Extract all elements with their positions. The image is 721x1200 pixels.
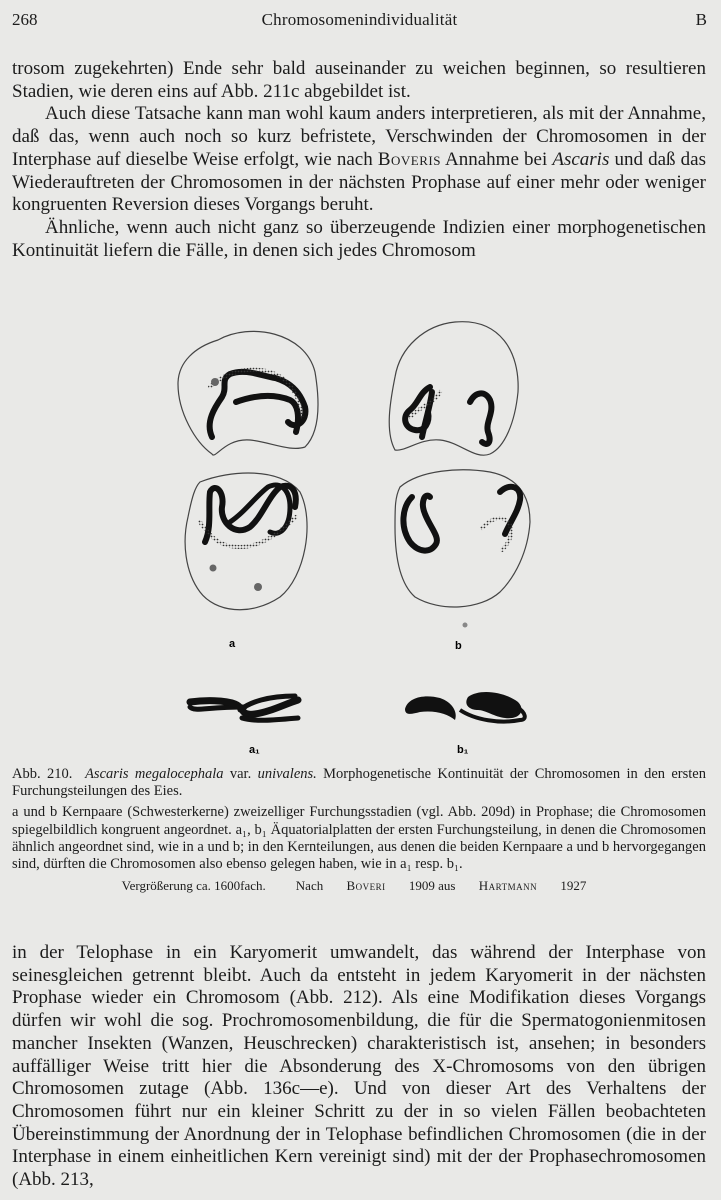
chromosomes-a <box>190 370 305 710</box>
nucleus-outline-b-upper <box>389 322 518 456</box>
variety-name: univalens. <box>257 766 317 782</box>
p2-part-c: und daß das Wiederauftreten der Chromosomen in der nächsten Prophase auf einer mehr oder weniger kongruenten Reversion dieses Vorgangs beruht. <box>12 148 706 216</box>
caption-body: a und b Kernpaare (Schwesterkerne) zweizelliger Furchungsstadien (vgl. Abb. 209d) in Prophase; die Chromosomen spiegelbildlich kongruent angeordnet. a₁, b₁ Äquatorialplatten der ersten Furchungsteilung, in denen die Chromosomen ähnlich angeordnet sind, wie in a und b; in den Kernteilungen, aus denen die beiden Kernpaare a und b hervorgegangen sind, dürften die Chromosomen also ebenso gelegen haben, wie in a₁ resp. b₁. <box>12 804 706 873</box>
centrosome-dots-b <box>463 623 468 628</box>
source-c: 1927 <box>557 878 587 894</box>
caption-title <box>12 766 706 800</box>
figure-caption <box>12 766 706 894</box>
paragraph-1: trosom zugekehrten) Ende sehr bald auseinander zu weichen beginnen, so resultieren Stadien, wie deren eins auf Abb. 211c abgebildet ist. <box>12 58 706 102</box>
chromosomes-b <box>403 387 520 551</box>
top-text-block <box>12 58 706 262</box>
page-number: 268 <box>12 10 38 29</box>
chromosome-illustration <box>0 292 721 762</box>
source-b: 1909 aus <box>405 878 459 894</box>
p2-part-a: Auch diese Tatsache kann man wohl kaum anders interpretieren, als mit der Annahme, daß das, wenn auch noch so kurz befristete, Verschwinden der Chromosomen in der Interphase auf dieselbe Weise erfolgt, wie nach <box>12 103 706 170</box>
magnification: Vergrößerung ca. 1600fach. <box>121 878 266 894</box>
source-boveri: Boveri <box>346 878 386 894</box>
signature-mark: B <box>695 10 707 29</box>
paragraph-2 <box>12 103 706 217</box>
var-text: var. <box>223 766 258 782</box>
paragraph-3: Ähnliche, wenn auch nicht ganz so überzeugende Indizien einer morphogenetischen Kontinuität liefern die Fälle, in denen sich jedes Chromosom <box>12 216 706 261</box>
label-a: a <box>229 638 236 650</box>
cell-outlines <box>178 322 530 610</box>
paragraph-4: in der Telophase in ein Karyomerit umwandelt, das während der Interphase von seinesgleichen getrennt bleibt. Auch da entsteht in jedem Karyomerit in der nächsten Prophase wieder ein Chromosom (Abb. 212). Als eine Modifikation dieses Vorgangs dürfen wir wohl die sog. Prochromosomenbildung, die für die Spermatogonienmitosen mancher Insekten (Wanzen, Heuschrecken) charakteristisch ist, ansehen; in besonders auffälliger Weise tritt hier die Absonderung des X-Chromosoms von den übrigen Chromosomen zutage (Abb. 136c—e). Und von dieser Art des Verhaltens der Chromosomen führt nur ein kleiner Schritt zu der in so vielen Fällen beobachteten Übereinstimmung der Anordnung der in Telophase befindlichen Chromosomen (die in der Interphase in einem einheitlichen Kern vereinigt sind) mit der der Prophasechromosomen (Abb. 213, <box>12 942 706 1191</box>
figure-number: Abb. 210. <box>12 766 73 782</box>
figure-210 <box>0 292 721 762</box>
source-hartmann: Hartmann <box>478 878 538 894</box>
page-header <box>12 10 707 34</box>
source-credit <box>286 878 597 893</box>
label-b1: b₁ <box>457 744 469 756</box>
caption-title-rest: Morphogenetische Kontinuität der Chromosomen in den ersten Furchungsteilungen des Eies. <box>12 766 706 800</box>
source-a: Nach <box>295 878 327 894</box>
running-title: Chromosomenindividualität <box>261 10 458 29</box>
bottom-text-block <box>12 942 706 1192</box>
caption-credit <box>12 877 706 894</box>
genus-ascaris: Ascaris <box>552 148 610 170</box>
equatorial-plate-b1 <box>405 692 525 722</box>
p2-part-b: Annahme bei <box>440 148 553 170</box>
species-name: Ascaris megalocephala <box>85 766 224 782</box>
label-a1: a₁ <box>249 744 260 756</box>
author-boveri: Boveris <box>377 148 441 170</box>
label-b: b <box>455 640 462 652</box>
